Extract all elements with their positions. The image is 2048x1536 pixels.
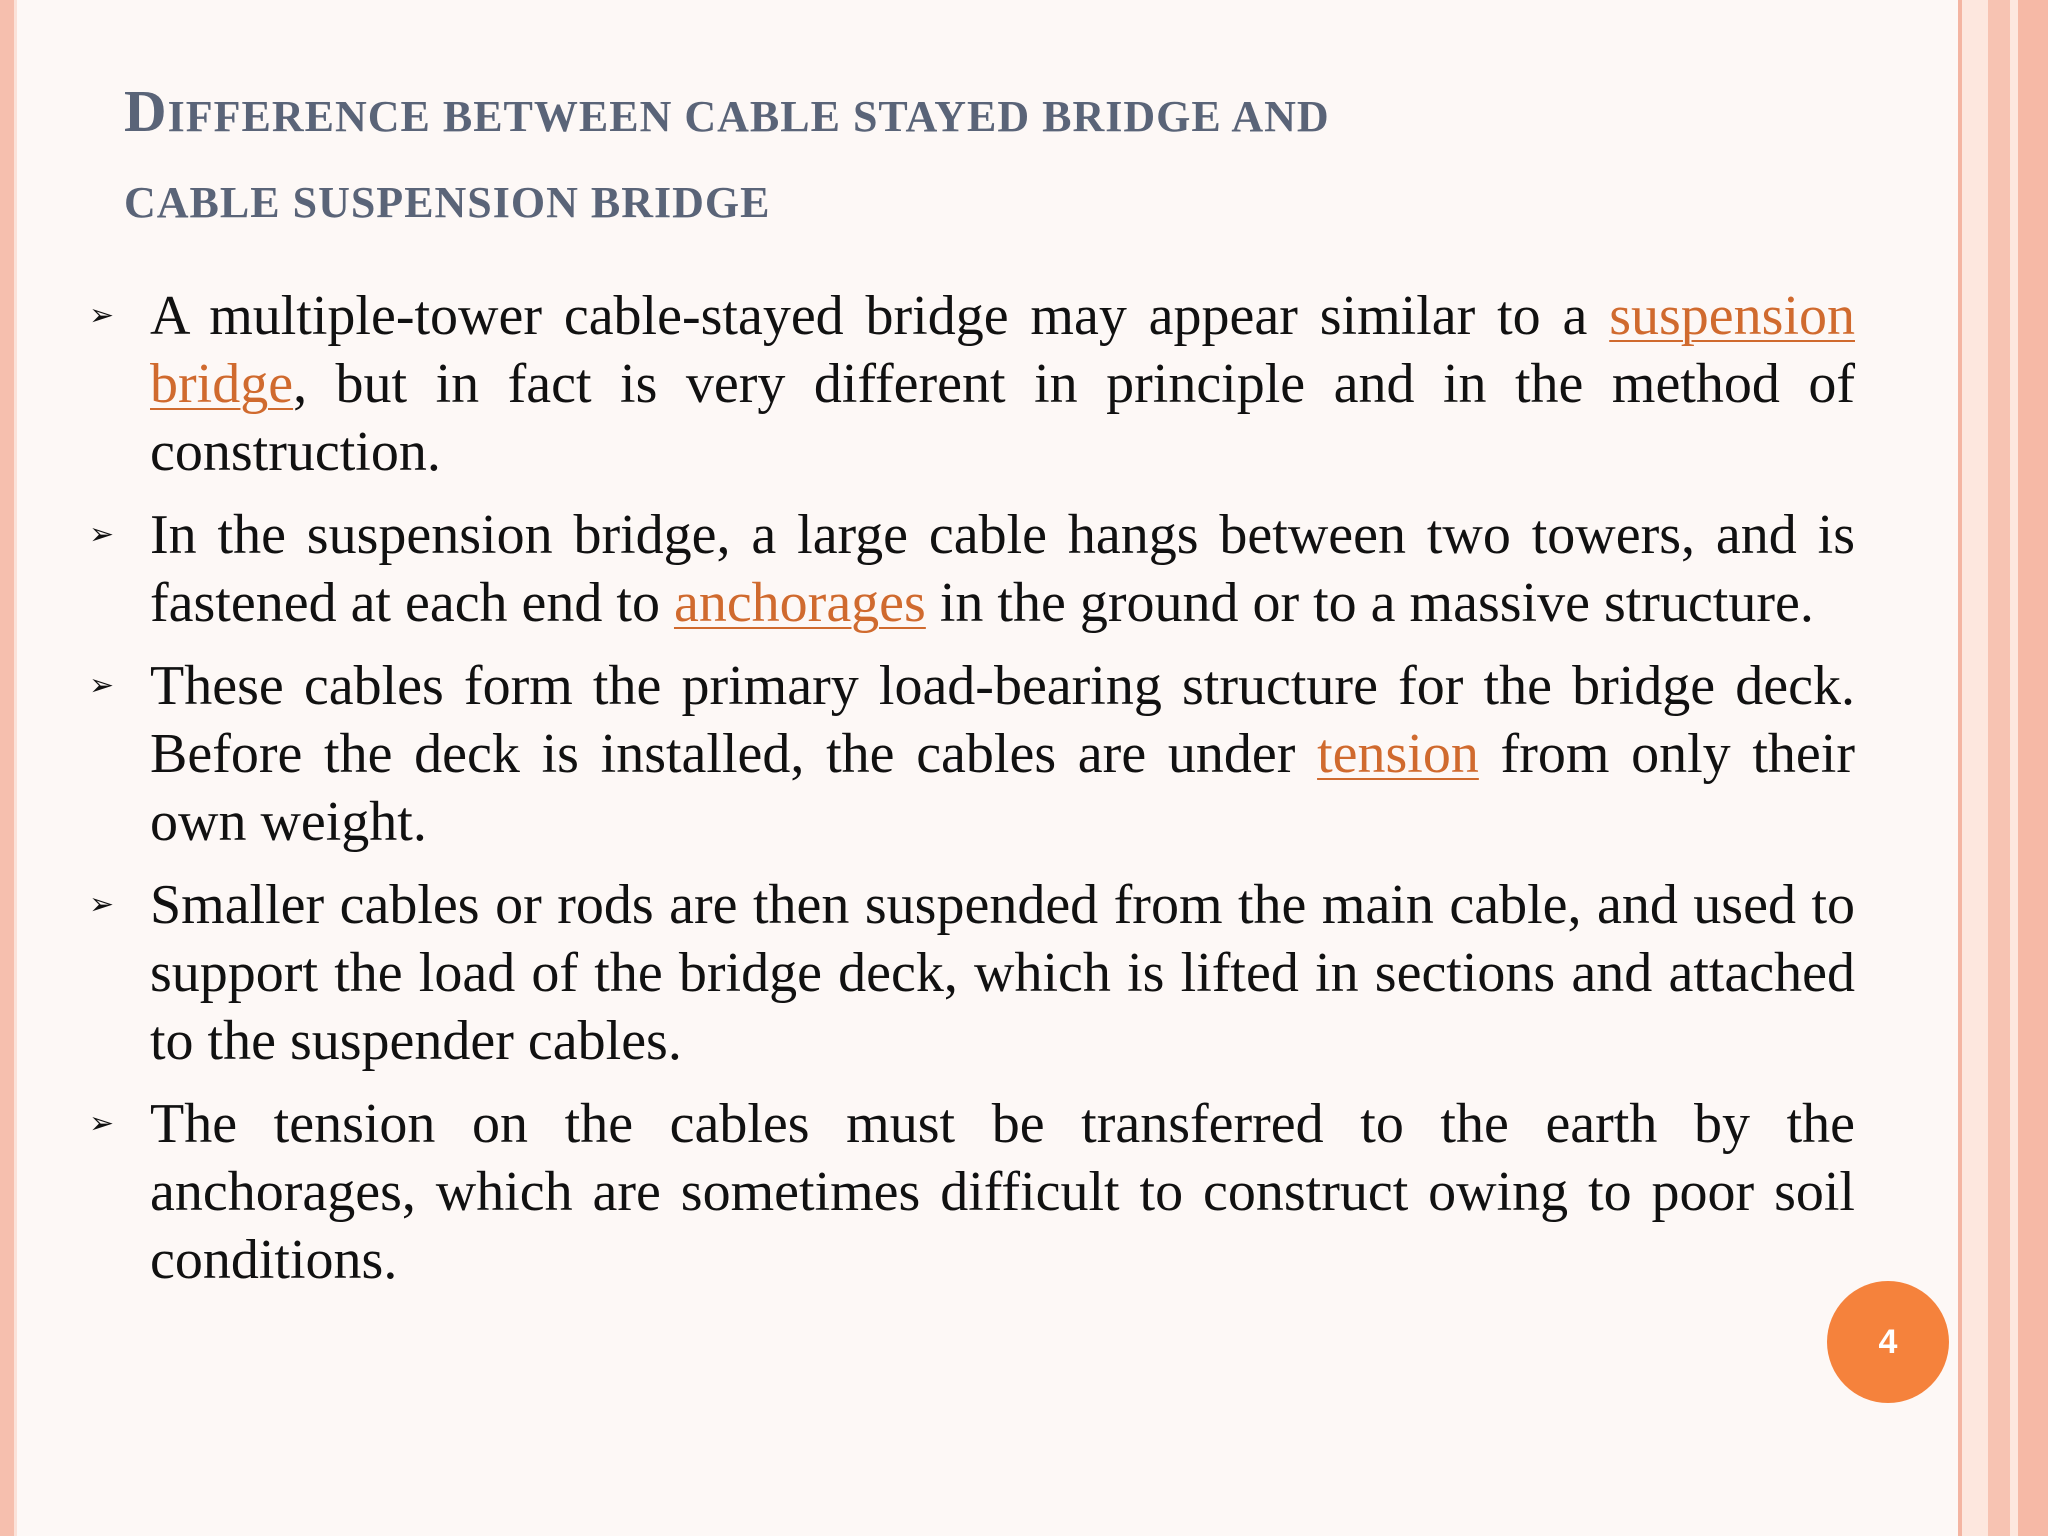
arrowhead-bullet-icon: ➢ <box>89 888 115 921</box>
right-border-stripe <box>2018 0 2048 1536</box>
arrowhead-bullet-icon: ➢ <box>89 518 115 551</box>
arrowhead-bullet-icon: ➢ <box>89 1107 115 1140</box>
bullet-item <box>89 1090 1855 1294</box>
bullet-text: Smaller cables or rods are then suspended from the main cable, and used to support the load of the bridge deck, which is lifted in sections and attached to the suspender cables. <box>150 874 1855 1072</box>
slide-title-line-1-text: IFFERENCE BETWEEN CABLE STAYED BRIDGE AND <box>167 92 1330 141</box>
tension-link[interactable]: tension <box>1317 723 1479 785</box>
bullet-item <box>89 501 1855 637</box>
suspension-bridge-link[interactable]: suspension bridge <box>150 285 1855 415</box>
bullet-item <box>89 652 1855 856</box>
slide-title <box>124 68 1724 246</box>
bullet-item <box>89 282 1855 486</box>
right-border-stripe <box>2010 0 2018 1536</box>
slide-title-initial: D <box>124 78 168 144</box>
bullet-list <box>89 282 1855 1309</box>
bullet-item <box>89 871 1855 1075</box>
bullet-text: These cables form the primary load-bearing structure for the bridge deck. Before the deck is installed, the cables are under <box>150 655 1855 785</box>
bullet-text: , but in fact is very different in principle and in the method of construction. <box>150 353 1855 483</box>
bullet-text: A multiple-tower cable-stayed bridge may appear similar to a <box>150 285 1610 347</box>
anchorages-link[interactable]: anchorages <box>673 572 926 634</box>
right-border-stripe <box>1962 0 1988 1536</box>
right-border-stripe <box>1988 0 2010 1536</box>
left-border-decoration <box>0 0 14 1536</box>
slide-title-line-2: CABLE SUSPENSION BRIDGE <box>124 178 771 227</box>
bullet-text: In the suspension bridge, a large cable hangs between two towers, and is fastened at each end to <box>150 504 1855 634</box>
page-number-badge: 4 <box>1827 1281 1949 1403</box>
arrowhead-bullet-icon: ➢ <box>89 299 115 332</box>
arrowhead-bullet-icon: ➢ <box>89 669 115 702</box>
bullet-text: from only their own weight. <box>150 723 1855 853</box>
bullet-text: The tension on the cables must be transferred to the earth by the anchorages, which are sometimes difficult to construct owing to poor soil conditions. <box>150 1093 1855 1291</box>
slide-title-line-1 <box>124 68 1724 160</box>
bullet-text: in the ground or to a massive structure. <box>925 572 1814 634</box>
